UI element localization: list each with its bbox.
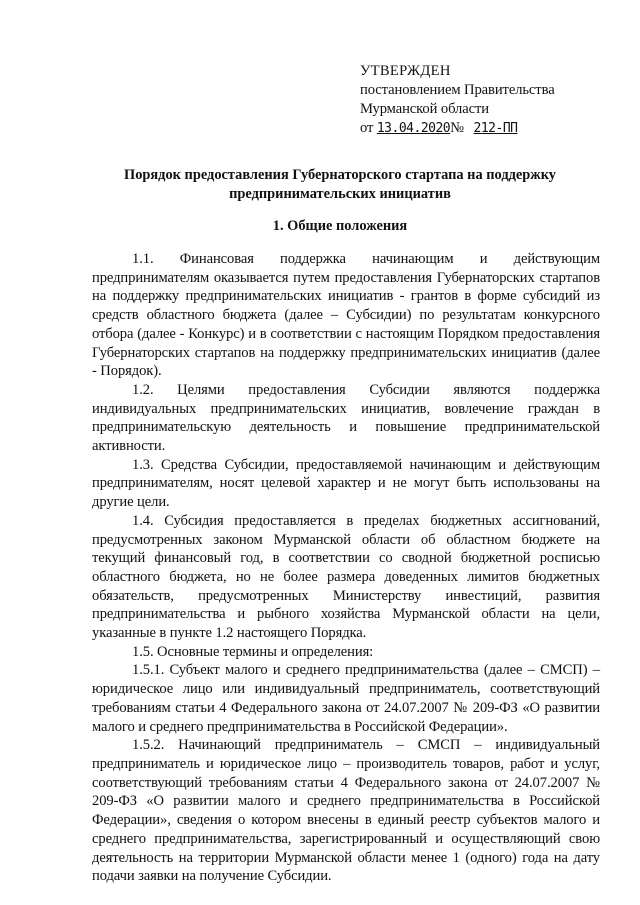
- approval-issuer: постановлением Правительства: [360, 82, 555, 98]
- approval-date-prefix: от: [360, 120, 374, 136]
- section-body: [92, 250, 600, 886]
- paragraph-1-4: 1.4. Субсидия предоставляется в пределах бюджетных ассигнований, предусмотренных законом Мурманской области об областном бюджете на текущий финансовый год, в соответствии со сводной бюджетной росписью областного бюджета, но не более размера доведенных лимитов бюджетных обязательств, предусмотренных Министерству инвестиций, развития предпринимательства и рыбного хозяйства Мурманской области на цели, указанные в пункте 1.2 настоящего Порядка.: [92, 512, 600, 642]
- paragraph-1-5: 1.5. Основные термины и определения:: [132, 643, 374, 660]
- approval-date-line: [360, 119, 555, 138]
- approval-date: 13.04.2020: [376, 121, 451, 136]
- approval-title: УТВЕРЖДЕН: [360, 63, 451, 79]
- approval-region: Мурманской области: [360, 101, 489, 117]
- approval-stamp: [360, 62, 555, 138]
- approval-number-prefix: №: [450, 120, 464, 136]
- section-heading: 1. Общие положения: [272, 218, 408, 234]
- approval-number: 212-ПП: [473, 121, 518, 136]
- paragraph-1-5-1: 1.5.1. Субъект малого и среднего предпринимательства (далее – СМСП) – юридическое лицо или индивидуальный предприниматель, соответствующий требованиям статьи 4 Федерального закона от 24.07.2007 № 209-ФЗ «О развитии малого и среднего предпринимательства в Российской Федерации».: [92, 662, 600, 735]
- paragraph-1-2: 1.2. Целями предоставления Субсидии являются поддержка индивидуальных предпринимательских инициатив, вовлечение граждан в предпринимательскую деятельность и повышение предпринимательской активности.: [92, 381, 600, 455]
- paragraph-1-3: 1.3. Средства Субсидии, предоставляемой начинающим и действующим предпринимателям, носят целевой характер и не могут быть использованы на другие цели.: [92, 456, 600, 511]
- paragraph-1-5-2: 1.5.2. Начинающий предприниматель – СМСП – индивидуальный предприниматель и юридическое лицо – производитель товаров, работ и услуг, соответствующий требованиям статьи 4 Федерального закона от 24.07.2007 № 209-ФЗ «О развитии малого и среднего предпринимательства в Российской Федерации», сведения о котором внесены в единый реестр субъектов малого и среднего предпринимательства, зарегистрированный и осуществляющий свою деятельность на территории Мурманской области менее 1 (одного) года на дату подачи заявки на получение Субсидии.: [92, 737, 600, 885]
- paragraph-1-1: 1.1. Финансовая поддержка начинающим и действующим предпринимателям оказывается путем предоставления Губернаторских стартапов на поддержку предпринимательских инициатив - грантов в форме субсидий из средств областного бюджета (далее – Субсидии) по результатам конкурсного отбора (далее - Конкурс) и в соответствии с настоящим Порядком предоставления Губернаторских стартапов на поддержку предпринимательских инициатив (далее - Порядок).: [92, 251, 600, 380]
- document-title: Порядок предоставления Губернаторского стартапа на поддержку предпринимательских инициатив: [124, 167, 556, 202]
